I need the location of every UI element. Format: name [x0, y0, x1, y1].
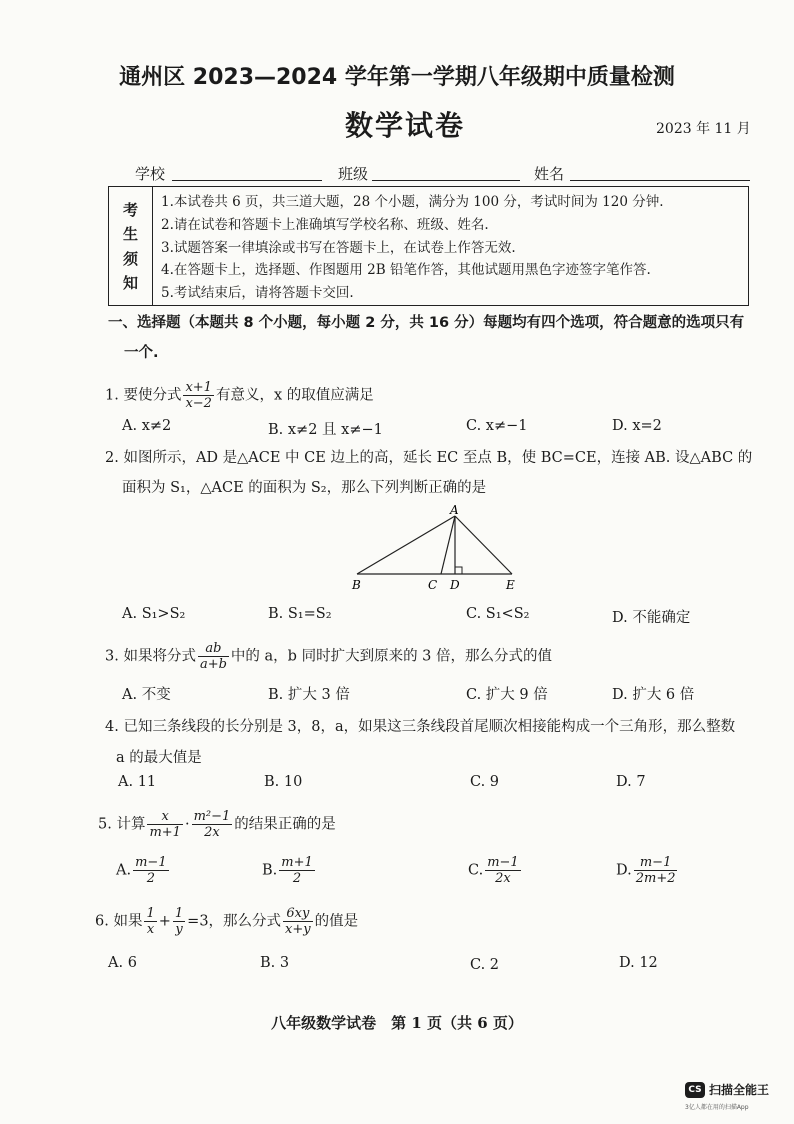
question-3	[105, 641, 552, 672]
option-b: B. S₁=S₂	[268, 606, 332, 622]
option-b: B. 扩大 3 倍	[268, 687, 350, 703]
option-a: A. 6	[108, 955, 137, 971]
fraction-denominator: 2m+2	[635, 871, 676, 886]
class-label: 班级	[338, 165, 369, 183]
fraction-numerator: x+1	[185, 380, 212, 395]
option-c: C. 2	[470, 957, 500, 973]
fraction	[485, 855, 521, 886]
notice-heading-char: 须	[122, 249, 138, 268]
fraction-numerator: 1	[146, 906, 155, 921]
notice-item: 3.试题答案一律填涂或书写在答题卡上，在试卷上作答无效.	[161, 239, 516, 256]
option-c: C. S₁<S₂	[466, 606, 530, 622]
question-2-cont: 面积为 S₁，△ACE 的面积为 S₂，那么下列判断正确的是	[122, 480, 487, 496]
fraction-numerator: ab	[198, 641, 229, 657]
fraction-denominator: x−2	[185, 396, 212, 411]
notice-heading	[109, 187, 153, 305]
fraction-denominator: 2x	[204, 825, 220, 840]
page-footer: 八年级数学试卷 第 1 页（共 6 页）	[271, 1014, 523, 1032]
name-label: 姓名	[534, 165, 565, 183]
question-text: =3，那么分式	[187, 913, 282, 930]
watermark-tagline: 3亿人都在用的扫描App	[685, 1104, 749, 1111]
notice-heading-char: 生	[122, 225, 138, 244]
question-text: 5. 计算	[98, 816, 146, 833]
question-text: 的结果正确的是	[234, 816, 336, 833]
option-label: A.	[116, 862, 132, 879]
point-label-e: E	[506, 578, 515, 592]
fraction-numerator: x	[147, 809, 183, 825]
fraction-denominator: y	[175, 922, 183, 937]
option-b	[262, 855, 317, 886]
question-text: 6. 如果	[95, 913, 143, 930]
option-c: C. x≠−1	[466, 418, 528, 434]
fraction	[183, 380, 214, 411]
class-field	[372, 180, 520, 181]
fraction	[147, 809, 183, 840]
fraction	[198, 641, 229, 672]
fraction-numerator: m−1	[135, 855, 167, 870]
option-b: B. x≠2 且 x≠−1	[268, 422, 383, 438]
option-d: D. 扩大 6 倍	[612, 687, 695, 703]
triangle-figure	[340, 500, 540, 596]
exam-subject: 数学试卷	[345, 109, 466, 142]
fraction-numerator: 6xy	[283, 906, 313, 922]
watermark-name: 扫描全能王	[709, 1083, 770, 1097]
option-label: D.	[616, 862, 632, 879]
school-label: 学校	[135, 165, 166, 183]
option-c: C. 9	[470, 774, 500, 790]
option-a: A. 不变	[122, 687, 171, 703]
point-label-c: C	[428, 578, 438, 592]
camscanner-logo-icon: CS	[685, 1082, 705, 1098]
option-d: D. x=2	[612, 418, 662, 434]
option-b: B. 10	[264, 774, 303, 790]
notice-heading-char: 知	[122, 274, 138, 293]
fraction	[634, 855, 678, 886]
fraction-denominator: 2	[292, 871, 302, 886]
school-field	[172, 180, 322, 181]
option-d: D. 12	[619, 955, 658, 971]
option-a: A. S₁>S₂	[122, 606, 186, 622]
fraction-numerator: m+1	[281, 855, 313, 870]
option-d: D. 7	[616, 774, 646, 790]
section-heading-cont: 一个.	[124, 345, 159, 361]
option-d	[616, 855, 679, 886]
option-label: C.	[468, 862, 484, 879]
option-a: A. 11	[118, 774, 157, 790]
fraction	[133, 855, 169, 886]
question-text: 的值是	[314, 913, 359, 930]
notice-item: 1.本试卷共 6 页，共三道大题，28 个小题，满分为 100 分，考试时间为 120 分钟.	[161, 194, 664, 210]
fraction-denominator: 2x	[495, 871, 511, 886]
notice-item: 5.考试结束后，请将答题卡交回.	[161, 285, 354, 302]
notice-item: 2.请在试卷和答题卡上准确填写学校名称、班级、姓名.	[161, 216, 489, 233]
fraction-denominator: x+y	[285, 922, 311, 937]
fraction-denominator: x	[146, 922, 155, 937]
question-text: 1. 要使分式	[105, 387, 182, 404]
question-text: 有意义，x 的取值应满足	[215, 387, 374, 404]
fraction	[283, 906, 313, 937]
fraction-numerator: 1	[174, 906, 184, 921]
fraction	[173, 906, 185, 937]
fraction-denominator: a+b	[199, 657, 227, 672]
option-a: A. x≠2	[122, 418, 172, 434]
multiply-sign: ·	[184, 816, 190, 833]
exam-notice-box	[108, 186, 749, 306]
exam-date: 2023 年 11 月	[656, 121, 751, 137]
option-c	[468, 855, 523, 886]
scanner-watermark	[681, 1078, 791, 1118]
fraction	[144, 906, 156, 937]
fraction-denominator: 2	[146, 871, 155, 886]
question-1	[105, 380, 374, 411]
exam-title: 通州区 2023—2024 学年第一学期八年级期中质量检测	[119, 65, 675, 90]
fraction-numerator: m²−1	[193, 809, 231, 824]
fraction	[279, 855, 315, 886]
point-label-b: B	[352, 578, 361, 592]
option-label: B.	[262, 862, 278, 879]
notice-item: 4.在答题卡上，选择题、作图题用 2B 铅笔作答，其他试题用黑色字迹签字笔作答.	[161, 262, 651, 279]
fraction	[192, 809, 233, 840]
question-4-cont: a 的最大值是	[116, 750, 202, 766]
option-b: B. 3	[260, 955, 290, 971]
question-2: 2. 如图所示，AD 是△ACE 中 CE 边上的高，延长 EC 至点 B，使 BC=CE，连接 AB. 设△ABC 的	[105, 450, 753, 466]
notice-heading-char: 考	[122, 200, 138, 219]
option-d: D. 不能确定	[612, 610, 691, 626]
point-label-d: D	[450, 578, 460, 592]
option-a	[116, 855, 171, 886]
fraction-denominator: m+1	[149, 825, 181, 840]
question-4: 4. 已知三条线段的长分别是 3，8，a，如果这三条线段首尾顺次相接能构成一个三角形，那么整数	[105, 719, 736, 735]
plus-sign: +	[158, 913, 171, 930]
section-heading: 一、选择题（本题共 8 个小题，每小题 2 分，共 16 分）每题均有四个选项，符合题意的选项只有	[108, 315, 745, 331]
option-c: C. 扩大 9 倍	[466, 687, 548, 703]
notice-list	[161, 191, 664, 305]
question-5	[98, 809, 336, 840]
fraction-numerator: m−1	[487, 855, 519, 870]
question-text: 3. 如果将分式	[105, 648, 196, 665]
question-6	[95, 906, 358, 937]
name-field	[570, 180, 750, 181]
question-text: 中的 a，b 同时扩大到原来的 3 倍，那么分式的值	[230, 648, 553, 665]
point-label-a: A	[450, 503, 459, 517]
fraction-numerator: m−1	[634, 855, 678, 871]
